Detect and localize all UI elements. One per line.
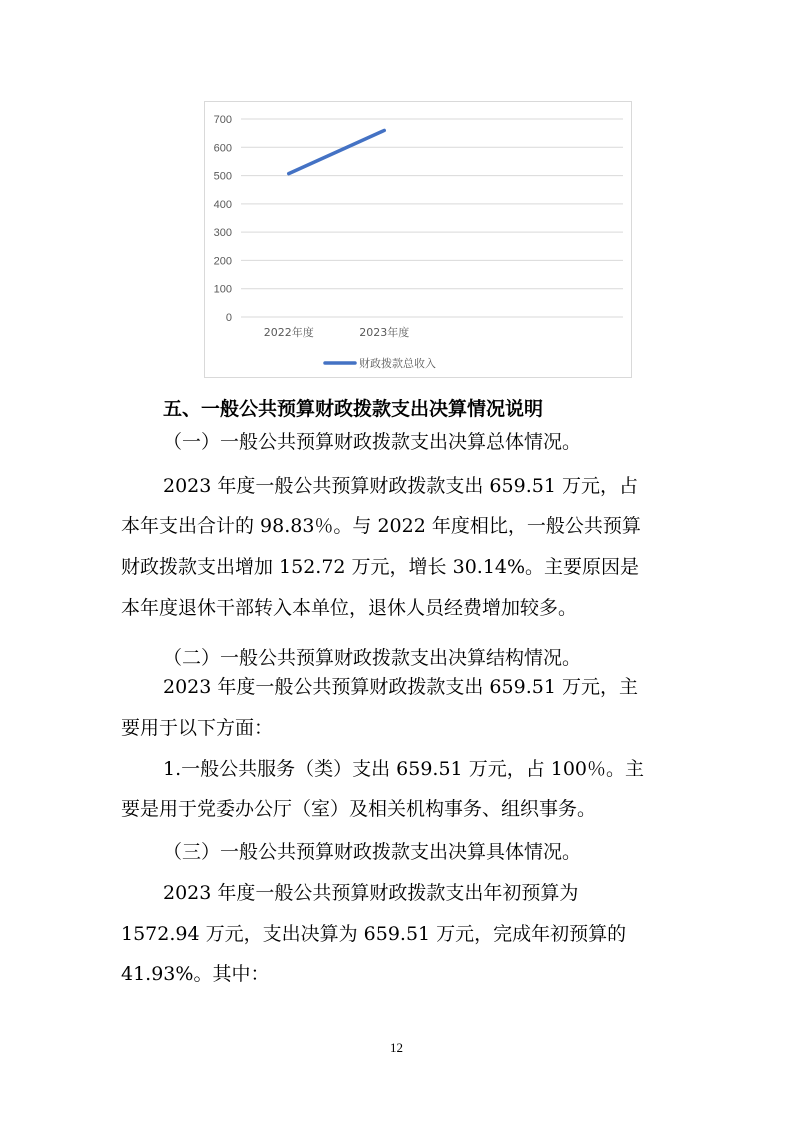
data-point-0-0 — [287, 172, 290, 175]
data-point-0-1 — [383, 129, 386, 132]
y-tick-label-400: 400 — [213, 198, 232, 211]
paragraph-2-line-2: 要用于以下方面： — [121, 717, 274, 739]
paragraph-4-line-1: 2023 年度一般公共预算财政拨款支出年初预算为 — [163, 882, 579, 904]
y-tick-label-700: 700 — [213, 114, 232, 126]
chart-svg — [205, 102, 633, 379]
paragraph-1-line-2: 本年支出合计的 98.83％。与 2022 年度相比，一般公共预算 — [121, 515, 641, 537]
page-number: 12 — [390, 1040, 403, 1055]
y-tick-label-500: 500 — [213, 170, 232, 183]
y-tick-label-100: 100 — [213, 283, 232, 296]
paragraph-4-line-2: 1572.94 万元，支出决算为 659.51 万元，完成年初预算的 — [121, 923, 627, 945]
paragraph-3-line-2: 要是用于党委办公厅（室）及相关机构事务、组织事务。 — [121, 798, 597, 820]
x-tick-label-0: 2022年度 — [263, 326, 314, 339]
subsection-heading-2: （二）一般公共预算财政拨款支出决算结构情况。 — [163, 647, 582, 669]
y-tick-label-300: 300 — [213, 227, 232, 240]
subsection-heading-3: （三）一般公共预算财政拨款支出决算具体情况。 — [163, 841, 582, 863]
section-heading: 五、一般公共预算财政拨款支出决算情况说明 — [163, 398, 544, 420]
legend-label-0: 财政拨款总收入 — [359, 357, 436, 370]
paragraph-2-line-1: 2023 年度一般公共预算财政拨款支出 659.51 万元，主 — [163, 676, 638, 698]
paragraph-3-line-1: 1.一般公共服务（类）支出 659.51 万元，占 100％。主 — [163, 758, 644, 780]
x-tick-label-1: 2023年度 — [359, 326, 410, 339]
series-line-0 — [289, 130, 385, 173]
y-tick-label-600: 600 — [213, 142, 232, 155]
subsection-heading-1: （一）一般公共预算财政拨款支出决算总体情况。 — [163, 431, 582, 453]
paragraph-1-line-1: 2023 年度一般公共预算财政拨款支出 659.51 万元，占 — [163, 475, 638, 497]
paragraph-1-line-3: 财政拨款支出增加 152.72 万元，增长 30.14%。主要原因是 — [121, 556, 640, 578]
line-chart — [204, 101, 632, 378]
y-tick-label-0: 0 — [225, 312, 232, 324]
y-tick-label-200: 200 — [213, 255, 232, 268]
paragraph-1-line-4: 本年度退休干部转入本单位，退休人员经费增加较多。 — [121, 597, 578, 619]
paragraph-4-line-3: 41.93%。其中： — [121, 963, 270, 985]
